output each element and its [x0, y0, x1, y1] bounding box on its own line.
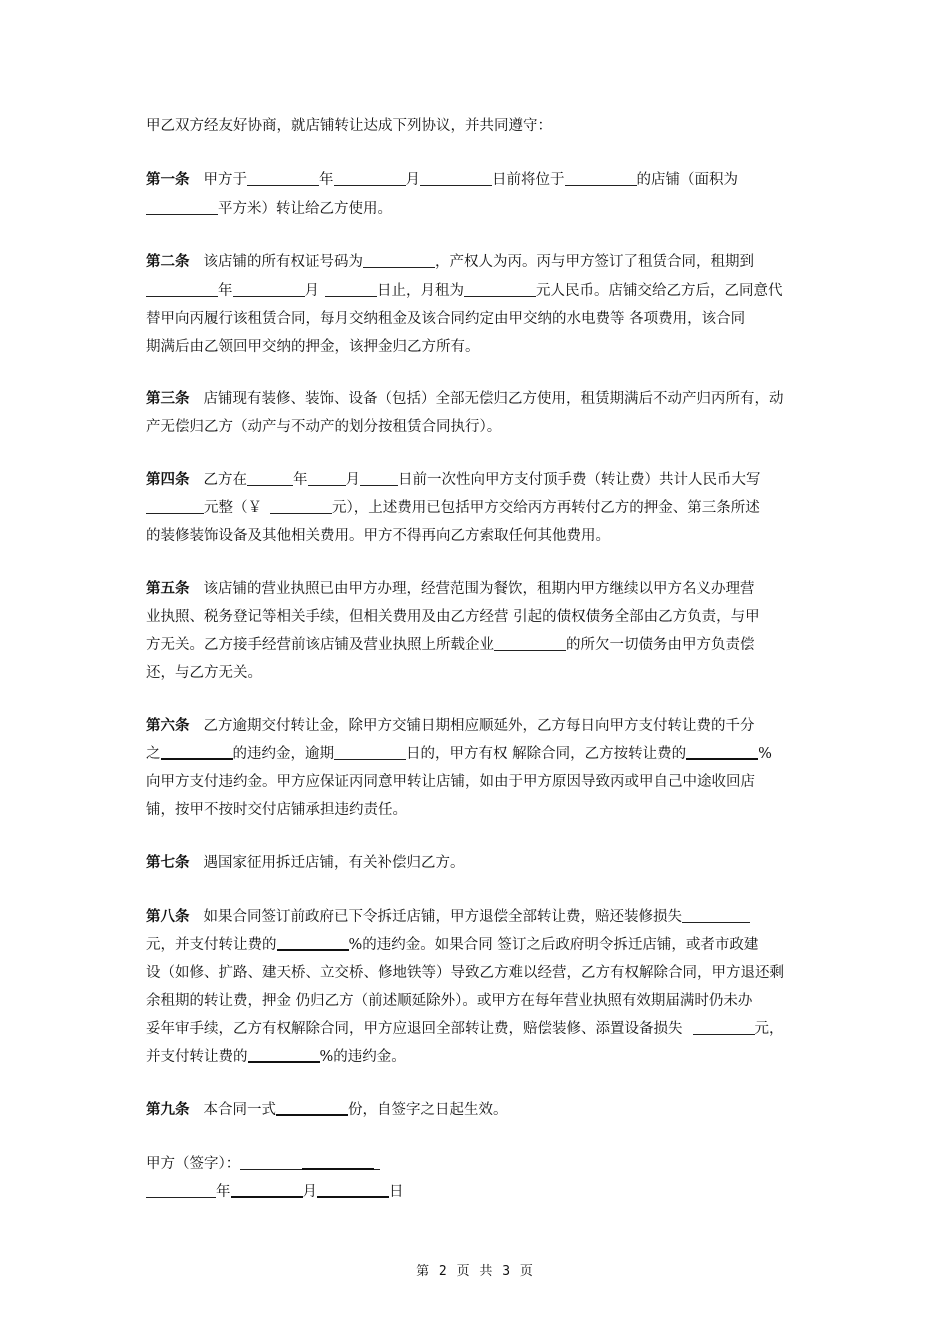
- day-blank[interactable]: [360, 470, 398, 486]
- article-3-title: 第三条: [146, 390, 190, 407]
- article-6-text: 乙方逾期交付转让金，除甲方交铺日期相应顺延外，乙方每日向甲方支付转让费的千分: [203, 718, 755, 734]
- date-year-label: 年: [216, 1184, 231, 1200]
- month-blank[interactable]: [334, 170, 406, 186]
- article-5-text: 该店铺的营业执照已由甲方办理，经营范围为餐饮，租期内甲方继续以甲方名义办理营: [203, 581, 755, 597]
- year-blank[interactable]: [247, 170, 319, 186]
- penalty-rate-blank[interactable]: [161, 743, 233, 760]
- article-5-title: 第五条: [146, 580, 190, 597]
- article-8-line-1: [146, 903, 808, 932]
- article-1-line-2: [146, 195, 808, 224]
- article-2-line-3: 替甲向丙履行该租赁合同，每月交纳租金及该合同约定由甲交纳的水电费等 各项费用，该合同: [146, 311, 746, 327]
- article-6-text: 之: [146, 746, 161, 762]
- certificate-number-blank[interactable]: [363, 252, 435, 268]
- article-8-line-5: [146, 1015, 808, 1044]
- article-5-line-2: 业执照、税务登记等相关手续，但相关费用及由乙方经营 引起的债权债务全部由乙方负责，与甲: [146, 609, 760, 625]
- article-8-text: %的违约金。如果合同 签订之后政府明令拆迁店铺，或者市政建: [348, 937, 759, 953]
- signature-date-line: [146, 1178, 808, 1207]
- date-day-label: 日: [389, 1184, 404, 1200]
- article-4-line-3: 的装修装饰设备及其他相关费用。甲方不得再向乙方索取任何其他费用。: [146, 528, 610, 544]
- article-5-text: 的所欠一切债务由甲方负责偿: [566, 637, 755, 653]
- company-name-blank[interactable]: [494, 635, 566, 651]
- article-1-text: 月: [405, 172, 420, 188]
- date-month-label: 月: [302, 1184, 317, 1200]
- article-4-line-2: [146, 494, 808, 523]
- article-4-text: 日前一次性向甲方支付顶手费（转让费）共计人民币大写: [398, 472, 761, 488]
- article-2-title: 第二条: [146, 253, 190, 270]
- article-6-text: 的违约金，逾期: [232, 746, 334, 762]
- signature-blank[interactable]: [240, 1154, 302, 1170]
- party-a-signature-label: 甲方（签字）：: [146, 1156, 241, 1172]
- day-blank[interactable]: [420, 170, 492, 186]
- intro-text: 甲乙双方经友好协商，就店铺转让达成下列协议，并共同遵守：: [146, 118, 552, 134]
- article-1-text: 甲方于: [203, 172, 247, 188]
- month-blank[interactable]: [231, 1181, 303, 1198]
- signature-blank[interactable]: [302, 1153, 374, 1170]
- day-blank[interactable]: [317, 1181, 389, 1198]
- article-6-line-1: [146, 712, 808, 741]
- rent-blank[interactable]: [464, 281, 536, 297]
- article-8-line-3: 设（如修、扩路、建天桥、立交桥、修地铁等）导致乙方难以经营，乙方有权解除合同，甲方退还剩: [146, 965, 784, 981]
- amount-blank[interactable]: [270, 498, 332, 514]
- article-1-text: 的店铺（面积为: [636, 172, 738, 188]
- article-1-text: 平方米）转让给乙方使用。: [218, 201, 392, 217]
- area-blank[interactable]: [146, 199, 218, 215]
- article-7-title: 第七条: [146, 854, 190, 871]
- article-2-line-4: 期满后由乙领回甲交纳的押金，该押金归乙方所有。: [146, 339, 480, 355]
- article-5-line-3: [146, 631, 808, 660]
- article-2-text: 月: [304, 283, 319, 299]
- article-9-title: 第九条: [146, 1101, 190, 1118]
- month-blank[interactable]: [233, 281, 305, 297]
- year-blank[interactable]: [247, 470, 293, 486]
- article-1-text: 年: [319, 172, 334, 188]
- percentage-blank[interactable]: [277, 934, 349, 951]
- article-3-line-1: [146, 385, 808, 414]
- equipment-loss-blank[interactable]: [693, 1019, 755, 1035]
- article-5-text: 方无关。乙方接手经营前该店铺及营业执照上所载企业: [146, 637, 494, 653]
- article-7-line-1: [146, 849, 808, 878]
- article-2-text: 日止，月租为: [377, 283, 464, 299]
- article-4-text: 乙方在: [203, 472, 247, 488]
- article-1-line-1: [146, 166, 808, 195]
- article-4-text: 月: [345, 472, 360, 488]
- signature-blank: [374, 1154, 380, 1170]
- article-2-line-2: [146, 277, 808, 306]
- location-blank[interactable]: [565, 170, 637, 186]
- article-3-line-2: 产无偿归乙方（动产与不动产的划分按租赁合同执行）。: [146, 419, 502, 435]
- article-1-title: 第一条: [146, 171, 190, 188]
- article-3-text: 店铺现有装修、装饰、设备（包括）全部无偿归乙方使用，租赁期满后不动产归丙所有，动: [203, 391, 784, 407]
- page-number-footer: 第 2 页 共 3 页: [416, 1264, 534, 1279]
- article-8-text: %的违约金。: [319, 1049, 406, 1065]
- article-7-text: 遇国家征用拆迁店铺，有关补偿归乙方。: [203, 855, 465, 871]
- month-blank[interactable]: [308, 470, 346, 486]
- article-4-title: 第四条: [146, 471, 190, 488]
- article-9-line-1: [146, 1096, 808, 1125]
- article-8-title: 第八条: [146, 908, 190, 925]
- article-6-line-2: [146, 740, 808, 769]
- article-6-line-4: 铺，按甲不按时交付店铺承担违约责任。: [146, 802, 407, 818]
- copies-blank[interactable]: [276, 1099, 348, 1116]
- article-6-title: 第六条: [146, 717, 190, 734]
- day-blank[interactable]: [325, 281, 377, 297]
- year-blank[interactable]: [146, 1182, 216, 1198]
- overdue-days-blank[interactable]: [334, 744, 406, 760]
- article-8-line-2: [146, 931, 808, 960]
- intro-paragraph: [146, 112, 808, 141]
- article-6-line-3: 向甲方支付违约金。甲方应保证丙同意甲转让店铺，如由于甲方原因导致丙或甲自己中途收回店: [146, 774, 755, 790]
- article-5-line-4: 还，与乙方无关。: [146, 665, 262, 681]
- article-8-text: 元，: [754, 1021, 784, 1037]
- article-2-text: 元人民币。店铺交给乙方后，乙同意代: [536, 283, 783, 299]
- article-4-text: 年: [293, 472, 308, 488]
- article-1-text: 日前将位于: [492, 172, 565, 188]
- article-8-text: 妥年审手续，乙方有权解除合同，甲方应退回全部转让费，赔偿装修、添置设备损失: [146, 1021, 683, 1037]
- year-blank[interactable]: [146, 281, 218, 297]
- article-8-text: 并支付转让费的: [146, 1049, 248, 1065]
- article-6-text: 日的，甲方有权 解除合同，乙方按转让费的: [406, 746, 687, 762]
- percentage-blank[interactable]: [248, 1046, 320, 1063]
- article-4-line-1: [146, 466, 808, 495]
- article-8-text: 如果合同签订前政府已下令拆迁店铺，甲方退偿全部转让费，赔还装修损失: [203, 909, 682, 925]
- signature-line: [146, 1150, 808, 1179]
- article-8-line-4: 余租期的转让费，押金 仍归乙方（前述顺延除外）。或甲方在每年营业执照有效期届满时仍未办: [146, 993, 753, 1009]
- percentage-blank[interactable]: [686, 743, 758, 760]
- article-9-text: 本合同一式: [203, 1102, 276, 1118]
- article-2-text: 该店铺的所有权证号码为: [203, 254, 363, 270]
- article-2-line-1: [146, 248, 808, 277]
- article-4-text: 元），上述费用已包括甲方交给丙方再转付乙方的押金、第三条所述: [332, 500, 760, 516]
- article-9-text: 份，自签字之日起生效。: [348, 1102, 508, 1118]
- article-4-text: 元整（￥: [204, 500, 262, 516]
- renovation-loss-blank[interactable]: [682, 907, 750, 923]
- article-2-text: ，产权人为丙。丙与甲方签订了租赁合同，租期到: [435, 254, 754, 270]
- article-5-line-1: [146, 575, 808, 604]
- amount-in-words-blank[interactable]: [146, 498, 204, 514]
- article-6-text: %: [758, 746, 772, 762]
- article-8-line-6: [146, 1043, 808, 1072]
- article-2-text: 年: [218, 283, 233, 299]
- article-8-text: 元，并支付转让费的: [146, 937, 277, 953]
